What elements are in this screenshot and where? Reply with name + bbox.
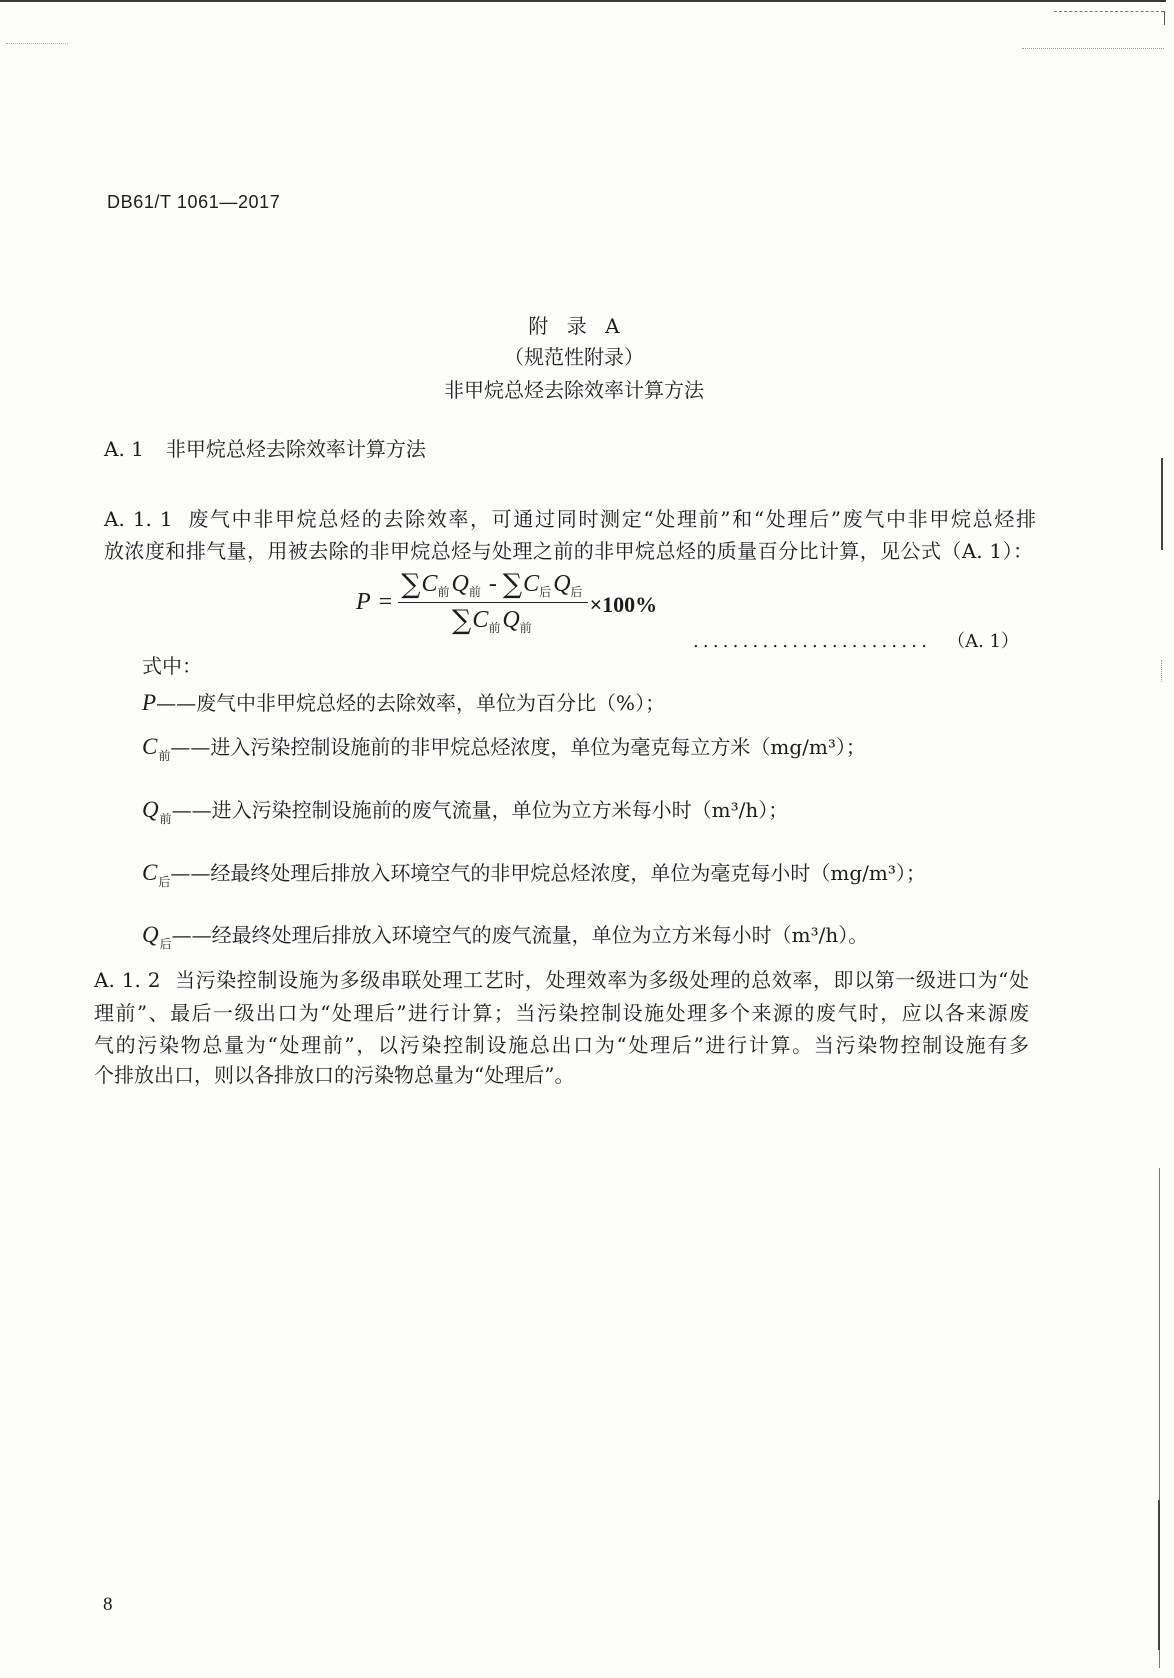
clause-a1-2-line — [94, 968, 1029, 992]
clause-number: A. 1. 2 — [94, 968, 161, 992]
flow-symbol: Q — [553, 570, 571, 597]
scan-right-edge-dots — [1161, 660, 1162, 682]
subscript-after: 后 — [570, 584, 583, 599]
formula-numerator — [398, 568, 587, 603]
definition-text: ——废气中非甲烷总烃的去除效率，单位为百分比（%）； — [156, 691, 666, 715]
subscript-after: 后 — [539, 584, 552, 599]
minus-sign: - — [488, 570, 497, 597]
definition-text: ——进入污染控制设施前的非甲烷总烃浓度，单位为毫克每立方米（mg/m³）； — [170, 735, 866, 759]
clause-a1-1-line — [104, 507, 1036, 531]
definition-q-before — [142, 797, 789, 826]
definition-symbol: C — [142, 734, 158, 759]
section-heading-a1 — [104, 437, 426, 461]
concentration-symbol: C — [421, 570, 438, 597]
scan-right-edge-line-upper — [1161, 458, 1163, 550]
definition-symbol: P — [142, 690, 157, 715]
scan-top-right-dotted-line — [1022, 48, 1164, 49]
clause-a1-2-line: 个排放出口，则以各排放口的污染物总量为“处理后”。 — [94, 1063, 575, 1087]
scan-top-left-dots — [6, 43, 68, 44]
formula-fraction — [398, 568, 587, 637]
subscript-before: 前 — [468, 584, 481, 599]
clause-text: 废气中非甲烷总烃的去除效率，可通过同时测定“处理前”和“处理后”废气中非甲烷总烃排 — [186, 507, 1036, 531]
clause-number: A. 1. 1 — [104, 507, 173, 531]
definition-c-before — [142, 734, 866, 763]
formula-number: （A. 1） — [947, 631, 1019, 652]
definition-symbol: Q — [142, 797, 159, 822]
subscript-before: 前 — [437, 584, 450, 599]
subscript-before: 前 — [488, 620, 501, 635]
section-number: A. 1 — [104, 437, 144, 461]
flow-symbol: Q — [451, 570, 469, 597]
page-number: 8 — [103, 1594, 113, 1615]
clause-text: 当污染控制设施为多级串联处理工艺时，处理效率为多级处理的总效率，即以第一级进口为“处 — [174, 968, 1029, 992]
formula-number-line — [693, 630, 1019, 654]
definition-text: ——进入污染控制设施前的废气流量，单位为立方米每小时（m³/h）； — [171, 798, 789, 822]
clause-a1-2-line: 气的污染物总量为“处理前”，以污染控制设施总出口为“处理后”进行计算。当污染物控制设施有多 — [94, 1033, 1029, 1057]
formula-times-100-percent: ×100% — [589, 592, 658, 617]
definition-subscript: 前 — [159, 812, 172, 826]
definition-symbol: C — [142, 860, 158, 885]
scan-top-right-tick — [1164, 11, 1165, 25]
definition-p — [142, 691, 665, 715]
concentration-symbol: C — [472, 606, 489, 633]
definition-c-after — [142, 860, 926, 889]
scan-right-edge-line-dark-segment — [1158, 1500, 1160, 1650]
definition-text: ——经最终处理后排放入环境空气的废气流量，单位为立方米每小时（m³/h）。 — [171, 923, 869, 947]
definition-subscript: 前 — [158, 749, 171, 763]
appendix-title: 非甲烷总烃去除效率计算方法 — [444, 378, 704, 402]
formula-denominator — [452, 603, 534, 637]
sum-symbol: ∑ — [401, 568, 421, 600]
definition-text: ——经最终处理后排放入环境空气的非甲烷总烃浓度，单位为毫克每小时（mg/m³）； — [170, 861, 926, 885]
clause-a1-2-line: 理前”、最后一级出口为“处理后”进行计算；当污染控制设施处理多个来源的废气时，应以各来源废 — [94, 1001, 1029, 1025]
scan-top-right-dashed-line — [1054, 11, 1164, 12]
flow-symbol: Q — [502, 606, 520, 633]
sum-symbol: ∑ — [502, 568, 523, 600]
appendix-label: 附 录 A — [528, 314, 620, 338]
formula-equals: = — [378, 588, 393, 615]
definition-q-after — [142, 922, 869, 951]
formula-a1 — [356, 566, 657, 638]
clause-a1-1-line: 放浓度和排气量，用被去除的非甲烷总烃与处理之前的非甲烷总烃的质量百分比计算，见公式（A. 1）： — [104, 539, 1033, 563]
section-title: 非甲烷总烃去除效率计算方法 — [165, 437, 426, 461]
subscript-before: 前 — [519, 620, 532, 635]
appendix-type: （规范性附录） — [504, 345, 644, 369]
document-code: DB61/T 1061—2017 — [107, 192, 281, 212]
sum-symbol: ∑ — [452, 604, 472, 636]
dot-leader: ........................ — [693, 631, 932, 652]
where-label: 式中： — [142, 654, 202, 678]
definition-symbol: Q — [142, 922, 159, 947]
concentration-symbol: C — [523, 570, 540, 597]
definition-subscript: 后 — [159, 937, 172, 951]
definition-subscript: 后 — [158, 875, 171, 889]
formula-lhs: P — [356, 588, 371, 615]
scan-top-edge-line — [0, 0, 1166, 2]
